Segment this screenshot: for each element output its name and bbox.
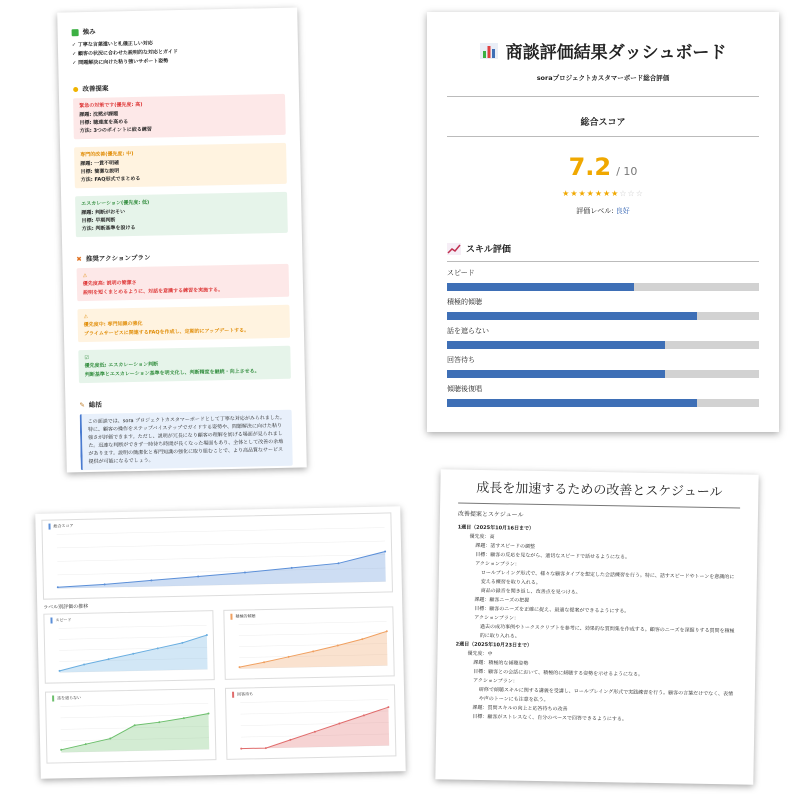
schedule-item: ロールプレイング形式で、様々な顧客タイプを想定した会話練習を行う。特に、話すスピードやトーンを意識的に変える練習を取り入れる。 (480, 569, 735, 587)
star-filled-icon: ★ (578, 189, 587, 198)
improve-box-low: エスカレーション(優先度: 低) 課題: 判断がおそい 目標: 早期判断 方法: 判断基準を設ける (75, 192, 288, 237)
chart-panel-speed (43, 610, 214, 684)
week-heading: 1週目（2025年10月16日まで） (457, 524, 535, 532)
target-icon: ✖ (76, 255, 82, 264)
dashboard-title: 商談評価結果ダッシュボード (447, 30, 759, 63)
grid-line (59, 625, 207, 628)
list-item: ✓ 問題解決に向けた粘り強いサポート姿勢 (72, 58, 169, 67)
priority-label: 優先度：高 (469, 533, 495, 541)
star-filled-icon: ★ (570, 189, 579, 198)
skill-bar (447, 341, 759, 349)
score-header: 総合スコア (580, 118, 626, 128)
lightbulb-icon: ● (72, 85, 79, 94)
star-empty-icon: ☆ (627, 189, 636, 198)
grid-line (239, 622, 387, 625)
skill-label: 話を遮らない (447, 327, 489, 335)
chart-title: 回答待ち (232, 691, 253, 697)
skill-label: スピード (447, 269, 475, 277)
memo-icon: ✎ (79, 401, 85, 410)
schedule-title: 成長を加速するための改善とスケジュール (476, 480, 723, 501)
grid-line (239, 633, 387, 636)
skill-bar (447, 312, 759, 320)
schedule-item: 目標：顧客がストレスなく、自分のペースで回答できるようにする。 (472, 713, 627, 723)
chart-title: 話を遮らない (52, 695, 81, 702)
skills-heading: スキル評価 (447, 242, 759, 255)
area-fill (61, 713, 210, 752)
divider (447, 261, 759, 262)
grid-line (240, 699, 388, 702)
star-filled-icon: ★ (586, 189, 595, 198)
improve-heading: ● 改善提案 (72, 84, 109, 94)
score-value: 7.2 (568, 153, 612, 181)
chart-panel-no-interrupt (45, 688, 216, 764)
schedule-item: 商品の録音を聞き返し、改善点を見つける。 (480, 587, 581, 596)
schedule-item: 目標：顧客との会話において、積極的に傾聴する姿勢を示せるようになる。 (473, 668, 644, 678)
grid-line (57, 555, 385, 562)
schedule-page (435, 469, 758, 785)
schedule-item: 課題：積極的な傾聴姿勢 (473, 659, 529, 667)
action-box-high: ⚠ 優先度高: 説明の簡潔さ 説明を短くまとめるように、対話を意識する練習を実施する。 (77, 264, 290, 301)
charts-page (35, 506, 405, 779)
skill-label: 回答待ち (447, 356, 475, 364)
improve-box-mid: 専門的改善(優先度: 中) 課題: 一貫不明確 目標: 簡潔な説明 方法: FAQ形式でまとめる (74, 143, 287, 188)
chart-title: スピード (50, 617, 71, 623)
divider (447, 96, 759, 97)
chart-title: 積極的傾聴 (230, 613, 255, 620)
action-heading: ✖ 推奨アクションプラン (76, 253, 151, 264)
warning-icon: ⚠ (82, 272, 88, 280)
schedule-weeks (454, 524, 739, 727)
checkbox-icon: ☑ (84, 354, 89, 362)
schedule-item: アクションプラン： (472, 677, 518, 685)
skill-label: 積極的傾聴 (447, 298, 482, 306)
grid-line (59, 636, 207, 639)
skill-bar-fill (447, 312, 697, 320)
action-box-low: ☑ 優先度低: エスカレーション判断 判断基準とエスカレーション基準を明文化し、判断精度を継続・向上させる。 (78, 346, 291, 383)
week-heading: 2週目（2025年10月23日まで） (455, 641, 533, 649)
area-fill (240, 707, 389, 748)
schedule-item: 目標：顧客の反応を見ながら、適切なスピードで話せるようになる。 (475, 551, 631, 561)
star-empty-icon: ☆ (619, 189, 628, 198)
skill-label: 傾聴後復唱 (447, 385, 482, 393)
check-icon (72, 29, 79, 36)
skill-bar (447, 283, 759, 291)
grid-line (60, 703, 208, 706)
dashboard-subtitle: soraプロジェクトカスタマーボード総合評価 (536, 74, 670, 82)
schedule-item: 過去の成功事例やトークスクリプトを参考に、効果的な質問集を作成する。顧客のニーズを深掘りする質問を積極的に取り入れる。 (479, 623, 735, 640)
warning-icon: ⚠ (83, 313, 89, 321)
total-score-chart (42, 513, 392, 598)
schedule-item: アクションプラン： (474, 614, 519, 622)
action-box-mid: ⚠ 優先度中: 専門知識の強化 プライムサービスに関連するFAQを作成し、定期的にアップデートする。 (77, 305, 290, 342)
grid-line (57, 528, 385, 535)
priority-label: 優先度：中 (467, 650, 493, 658)
skill-bar (447, 370, 759, 378)
dashboard-page (427, 12, 779, 432)
schedule-item: 課題：顧客ニーズの把握 (474, 596, 530, 604)
list-item: ✓ 顧客の状況に合わせた説明的な対応とガイド (72, 49, 178, 58)
skills-list (447, 268, 759, 407)
line-chart-icon (447, 243, 461, 255)
trend-title: ラベル別評価の推移 (43, 603, 89, 611)
strengths-heading: 強み (72, 24, 284, 36)
chart-panel-listening (223, 606, 394, 680)
score-denominator: / 10 (616, 165, 638, 178)
schedule-item: 目標：顧客のニーズを正確に捉え、最適な提案ができるようにする。 (474, 605, 630, 615)
star-rating (447, 189, 759, 198)
schedule-section: 改善提案とスケジュール (457, 510, 524, 519)
evaluation-level: 評価レベル: 良好 (576, 207, 630, 215)
star-filled-icon: ★ (594, 189, 603, 198)
bar-chart-icon (480, 43, 498, 59)
skill-bar (447, 399, 759, 407)
divider (447, 136, 759, 137)
star-empty-icon: ☆ (635, 189, 644, 198)
skill-bar-fill (447, 283, 634, 291)
schedule-item: 課題：話すスピードの調整 (475, 542, 536, 550)
skill-bar-fill (447, 370, 665, 378)
area-fill (57, 552, 386, 589)
strengths-list (72, 37, 284, 67)
chart-panel-total (41, 512, 393, 599)
grid-line (57, 541, 385, 548)
star-filled-icon: ★ (611, 189, 620, 198)
list-item: ✓ 丁寧な言葉遣いと礼儀正しい対応 (71, 40, 153, 49)
skill-bar-fill (447, 399, 697, 407)
chart-title: 総合スコア (48, 523, 73, 530)
star-filled-icon: ★ (603, 189, 612, 198)
score-display (447, 153, 759, 181)
improve-box-high: 緊急の対策です(優先度: 高) 課題: 沈黙が課題 目標: 聴達度を高める 方法: 3つのポイントに絞る練習 (73, 94, 286, 139)
grid-line (241, 711, 389, 714)
summary-heading: ✎ 総括 (79, 400, 102, 410)
schedule-item: 課題：質問スキルの向上と応答待ちの改善 (472, 704, 568, 713)
data-point (240, 748, 242, 750)
divider (458, 503, 740, 509)
chart-panel-wait (225, 684, 396, 760)
skill-bar-fill (447, 341, 665, 349)
star-filled-icon: ★ (562, 189, 571, 198)
report-page (57, 8, 307, 473)
schedule-item: 研修で傾聴スキルに関する講義を受講し、ロールプレイング形式で実践練習を行う。顧客の言葉だけでなく、表情や声のトーンにも注意を払う。 (478, 686, 734, 704)
schedule-item: アクションプラン： (475, 560, 520, 568)
summary-box: この面談では、sora プロジェクトカスタマーボードとして丁寧な対応がみられました。特に、顧客の操作をステップバイステップでガイドする姿勢や、問題解決に向けた粘り強さが評価できます。ただし、説明が冗長になり顧客の理解を妨げる場面が見られました。迅速な判断ができず一時待ち時間が長くなった場面もあり、全体として改善の余地があります。説明の簡潔化と専門知識の強化に取り組むことで、より高品質なサービス提供が可能になるでしょう。 (80, 410, 293, 470)
